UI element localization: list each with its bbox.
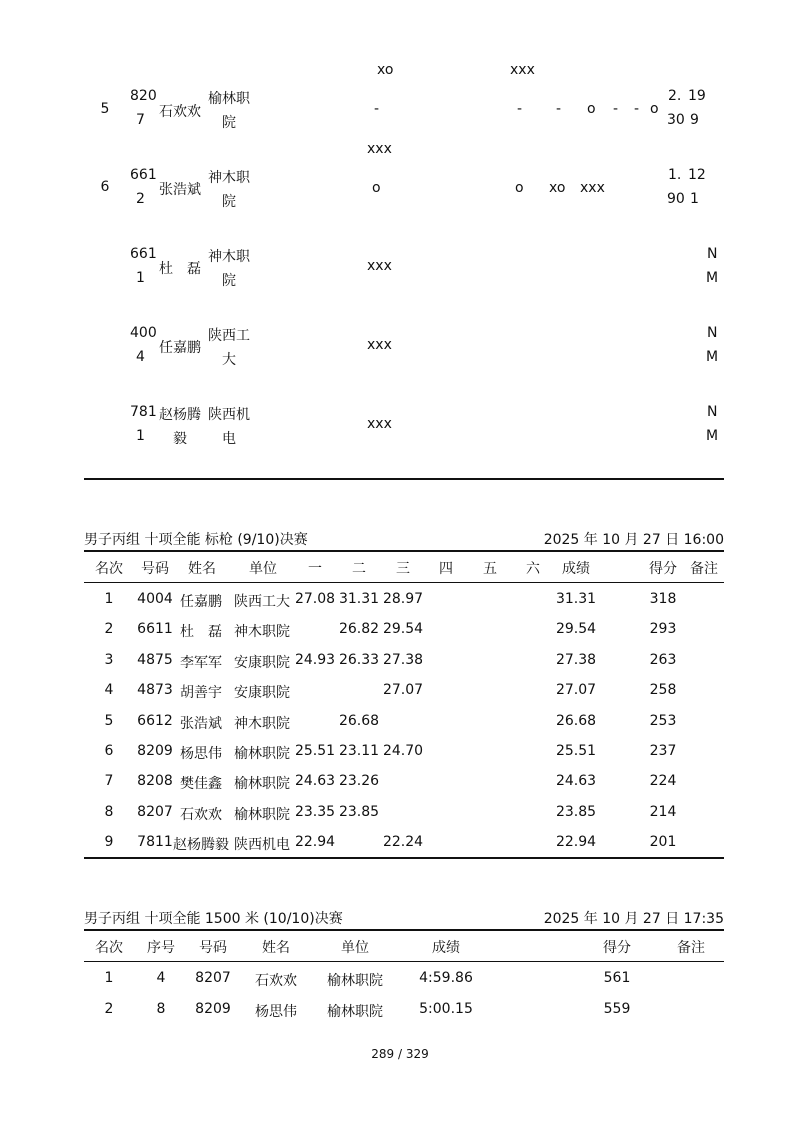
athlete-name: 张浩斌 (180, 715, 222, 732)
attempt-mark: xxx (367, 141, 392, 157)
col-attempt-1: 一 (308, 561, 322, 577)
attempt-3: 27.07 (382, 682, 424, 699)
points-line-1: 19 (688, 88, 706, 104)
unit: 安康职院 (234, 654, 290, 671)
attempt-mark: - (374, 101, 380, 117)
bib: 4873 (137, 682, 173, 699)
col-result: 成绩 (562, 561, 590, 577)
bib-line-2: 7 (136, 112, 145, 128)
unit-line-2: 院 (222, 273, 236, 289)
height-line-2: 90 (667, 191, 685, 207)
attempt-2: 23.85 (338, 803, 380, 820)
col-rank: 名次 (95, 940, 123, 956)
section-title: 男子丙组 十项全能 标枪 (9/10)决赛 (84, 532, 308, 548)
points: 318 (649, 591, 677, 607)
attempt-mark: o (650, 101, 659, 117)
athlete-name-line-2: 毅 (173, 431, 187, 447)
result: 4:59.86 (419, 970, 473, 986)
bib: 8208 (137, 773, 173, 790)
unit-line-1: 神木职 (208, 249, 250, 265)
unit: 神木职院 (234, 715, 290, 732)
attempt-2: 26.68 (338, 712, 380, 729)
athlete-name: 杜 磊 (180, 624, 222, 641)
result-line-2: M (706, 270, 719, 286)
result-line-1: N (707, 325, 718, 341)
height-line-2: 30 (667, 112, 685, 128)
unit: 陕西机电 (234, 837, 290, 854)
header-bottom-border (84, 582, 724, 583)
unit-line-2: 院 (222, 115, 236, 131)
unit: 榆林职院 (234, 776, 290, 793)
result: 27.38 (555, 651, 597, 668)
bib: 4004 (137, 591, 173, 607)
rank: 9 (104, 834, 114, 851)
result: 22.94 (555, 834, 597, 851)
attempt-mark: o (515, 180, 524, 196)
header-top-border (84, 550, 724, 552)
unit-line-1: 榆林职 (208, 91, 250, 107)
bib: 8209 (195, 1000, 231, 1017)
points: 258 (649, 682, 677, 699)
unit-line-2: 电 (222, 431, 236, 447)
rank: 6 (104, 743, 114, 759)
bib-line-1: 781 (130, 404, 157, 420)
height-line-1: 1. (668, 167, 682, 183)
result: 31.31 (555, 591, 597, 607)
attempt-mark: xxx (510, 62, 535, 78)
points: 561 (603, 970, 631, 986)
points: 224 (649, 773, 677, 790)
col-points: 得分 (603, 940, 631, 956)
unit: 榆林职院 (234, 746, 290, 762)
bib-line-2: 4 (136, 349, 145, 365)
col-bib: 号码 (199, 940, 227, 956)
attempt-1: 23.35 (294, 803, 336, 820)
rank: 1 (104, 591, 114, 607)
athlete-name: 石欢欢 (180, 806, 222, 823)
table-bottom-border (84, 478, 724, 480)
result-line-1: N (707, 246, 718, 262)
result: 5:00.15 (419, 1000, 473, 1017)
bib: 7811 (137, 834, 173, 851)
attempt-mark: xo (549, 180, 566, 196)
section-datetime: 2025 年 10 月 27 日 16:00 (543, 532, 724, 548)
points: 559 (603, 1000, 631, 1017)
bib: 4875 (137, 651, 173, 668)
bib: 8207 (195, 970, 231, 986)
section-datetime: 2025 年 10 月 27 日 17:35 (543, 911, 724, 927)
result-line-2: M (706, 349, 719, 365)
attempt-mark: xxx (367, 416, 392, 432)
attempt-2: 26.82 (338, 621, 380, 638)
athlete-name: 张浩斌 (159, 182, 201, 198)
bib-line-1: 820 (130, 88, 157, 104)
col-remark: 备注 (690, 561, 718, 577)
result: 24.63 (555, 773, 597, 790)
result: 25.51 (555, 743, 597, 759)
unit: 榆林职院 (327, 1003, 383, 1020)
rank: 8 (104, 803, 114, 820)
attempt-3: 27.38 (382, 651, 424, 668)
athlete-name: 杨思伟 (255, 1003, 297, 1020)
attempt-mark: xxx (367, 258, 392, 274)
points: 253 (649, 712, 677, 729)
bib: 8209 (137, 743, 173, 759)
athlete-name: 杜 磊 (159, 261, 201, 277)
athlete-name: 胡善宇 (180, 685, 222, 702)
attempt-mark: xxx (367, 337, 392, 353)
col-attempt-2: 二 (352, 561, 366, 577)
athlete-name: 赵杨腾毅 (173, 837, 229, 854)
attempt-1: 24.63 (294, 773, 336, 790)
rank: 3 (104, 651, 114, 668)
result-line-2: M (706, 428, 719, 444)
col-remark: 备注 (677, 940, 705, 956)
rank: 7 (104, 773, 114, 790)
bib-line-1: 661 (130, 167, 157, 183)
col-unit: 单位 (341, 940, 369, 956)
col-name: 姓名 (262, 940, 290, 956)
header-bottom-border (84, 961, 724, 962)
bib: 8207 (137, 803, 173, 820)
col-rank: 名次 (95, 561, 123, 577)
section-title: 男子丙组 十项全能 1500 米 (10/10)决赛 (84, 911, 343, 927)
order: 4 (156, 970, 166, 986)
points: 214 (649, 803, 677, 820)
attempt-mark: xxx (580, 180, 605, 196)
result-line-1: N (707, 404, 718, 420)
athlete-name: 任嘉鹏 (180, 594, 222, 610)
unit-line-1: 陕西机 (208, 407, 250, 423)
unit-line-1: 神木职 (208, 170, 250, 186)
athlete-name-line-1: 赵杨腾 (159, 407, 201, 423)
attempt-3: 28.97 (382, 591, 424, 607)
col-order: 序号 (147, 940, 175, 956)
rank: 6 (100, 179, 110, 195)
attempt-mark: o (372, 180, 381, 196)
table-bottom-border (84, 857, 724, 859)
rank: 4 (104, 682, 114, 699)
attempt-3: 22.24 (382, 834, 424, 851)
athlete-name: 石欢欢 (159, 104, 201, 120)
bib-line-1: 400 (130, 325, 157, 341)
col-attempt-5: 五 (483, 561, 497, 577)
attempt-mark: - (634, 101, 640, 117)
unit: 安康职院 (234, 685, 290, 702)
attempt-1: 22.94 (294, 834, 336, 851)
bib-line-2: 2 (136, 191, 145, 207)
athlete-name: 石欢欢 (255, 973, 297, 989)
col-attempt-6: 六 (526, 561, 540, 577)
order: 8 (156, 1000, 166, 1017)
rank: 5 (104, 712, 114, 729)
points: 293 (649, 621, 677, 638)
bib-line-1: 661 (130, 246, 157, 262)
unit: 神木职院 (234, 624, 290, 641)
bib: 6611 (137, 621, 173, 638)
athlete-name: 任嘉鹏 (159, 340, 201, 356)
col-bib: 号码 (141, 561, 169, 577)
col-name: 姓名 (188, 561, 216, 577)
unit: 榆林职院 (234, 806, 290, 823)
bib: 6612 (137, 712, 173, 729)
points: 263 (649, 651, 677, 668)
rank: 1 (104, 970, 114, 986)
result: 27.07 (555, 682, 597, 699)
points-line-1: 12 (688, 167, 706, 183)
header-top-border (84, 929, 724, 931)
rank: 2 (104, 621, 114, 638)
attempt-3: 29.54 (382, 621, 424, 638)
attempt-mark: o (587, 101, 596, 117)
col-result: 成绩 (432, 940, 460, 956)
attempt-1: 27.08 (294, 591, 336, 607)
points-line-2: 9 (690, 112, 699, 128)
bib-line-2: 1 (136, 428, 145, 444)
col-points: 得分 (649, 561, 677, 577)
points: 237 (649, 743, 677, 759)
athlete-name: 樊佳鑫 (180, 776, 222, 793)
bib-line-2: 1 (136, 270, 145, 286)
rank: 2 (104, 1000, 114, 1017)
unit: 榆林职院 (327, 973, 383, 989)
attempt-mark: xo (377, 62, 394, 78)
unit-line-2: 大 (222, 352, 236, 368)
unit-line-2: 院 (222, 194, 236, 210)
result: 26.68 (555, 712, 597, 729)
attempt-2: 26.33 (338, 651, 380, 668)
col-attempt-3: 三 (396, 561, 410, 577)
attempt-mark: - (517, 101, 523, 117)
athlete-name: 杨思伟 (180, 746, 222, 762)
col-unit: 单位 (249, 561, 277, 577)
unit-line-1: 陕西工 (208, 328, 250, 344)
athlete-name: 李军军 (180, 654, 222, 671)
result: 23.85 (555, 803, 597, 820)
points-line-2: 1 (690, 191, 699, 207)
attempt-1: 25.51 (294, 743, 336, 759)
points: 201 (649, 834, 677, 851)
unit: 陕西工大 (234, 594, 290, 610)
attempt-mark: - (613, 101, 619, 117)
page-number: 289 / 329 (371, 1047, 429, 1061)
result: 29.54 (555, 621, 597, 638)
height-line-1: 2. (668, 88, 682, 104)
attempt-2: 31.31 (338, 591, 380, 607)
attempt-3: 24.70 (382, 743, 424, 759)
col-attempt-4: 四 (439, 561, 453, 577)
attempt-mark: - (556, 101, 562, 117)
attempt-2: 23.11 (338, 743, 380, 759)
rank: 5 (100, 101, 110, 117)
attempt-1: 24.93 (294, 651, 336, 668)
attempt-2: 23.26 (338, 773, 380, 790)
